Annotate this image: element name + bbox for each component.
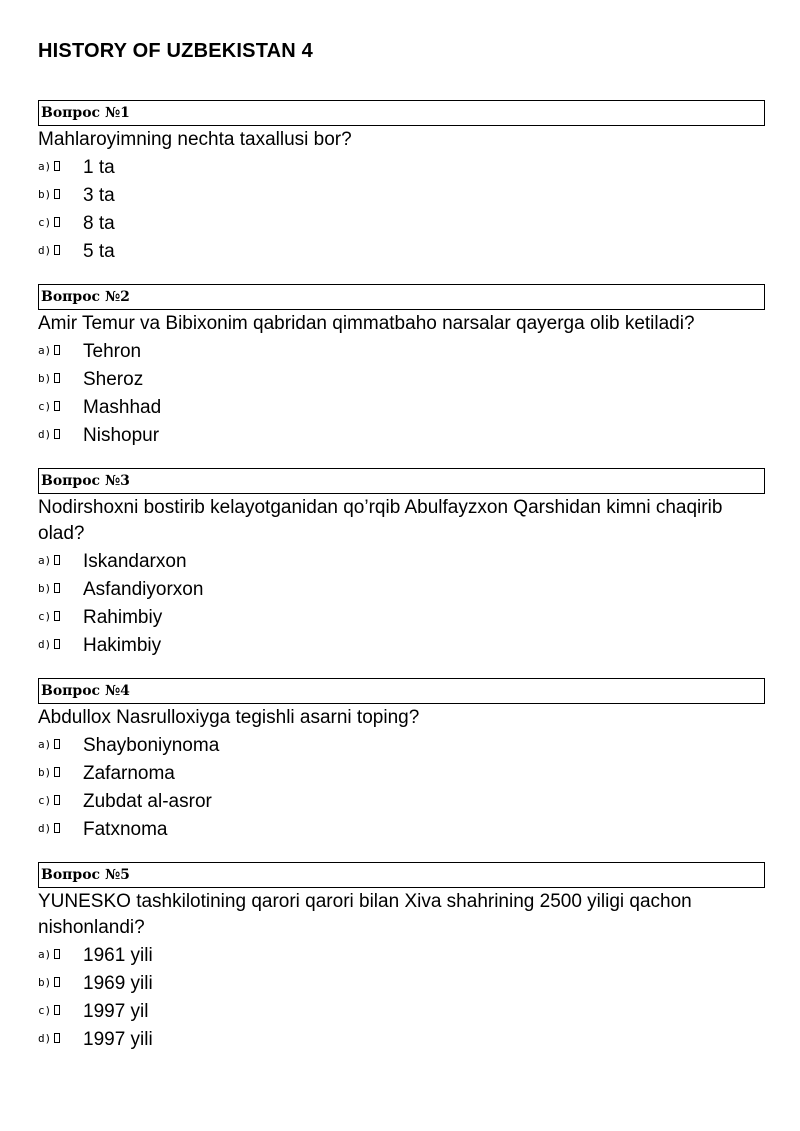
question-header: Вопрос №4 [38,678,765,704]
checkbox-icon[interactable] [54,1033,60,1043]
option-marker: b) [38,582,60,596]
checkbox-icon[interactable] [54,217,60,227]
option-c[interactable] [38,210,765,238]
option-d[interactable] [38,238,765,266]
option-c[interactable] [38,394,765,422]
checkbox-icon[interactable] [54,611,60,621]
option-marker: d) [38,822,60,836]
options-list [38,942,765,1054]
option-marker: b) [38,372,60,386]
options-list [38,338,765,450]
question-block [38,100,765,266]
option-text: Zubdat al-asror [83,791,212,812]
options-list [38,154,765,266]
question-text: Nodirshoxni bostirib kelayotganidan qo’rqib Abulfayzxon Qarshidan kimni chaqirib olad? [38,497,723,544]
option-marker: a) [38,948,60,962]
option-text: 1969 yili [83,973,153,994]
checkbox-icon[interactable] [54,583,60,593]
option-marker: d) [38,428,60,442]
option-text: Nishopur [83,425,160,446]
checkbox-icon[interactable] [54,245,60,255]
option-marker: c) [38,794,60,808]
checkbox-icon[interactable] [54,189,60,199]
checkbox-icon[interactable] [54,401,60,411]
checkbox-icon[interactable] [54,555,60,565]
option-marker: c) [38,400,60,414]
option-text: Zafarnoma [83,763,175,784]
option-marker: c) [38,610,60,624]
option-text: 5 ta [83,241,115,262]
option-marker: d) [38,244,60,258]
option-text: Sheroz [83,369,144,390]
option-marker: c) [38,216,60,230]
checkbox-icon[interactable] [54,949,60,959]
option-marker: a) [38,160,60,174]
option-text: 1961 yili [83,945,153,966]
options-list [38,732,765,844]
option-b[interactable] [38,576,765,604]
option-text: 1997 yili [83,1029,153,1050]
checkbox-icon[interactable] [54,767,60,777]
question-text: Mahlaroyimning nechta taxallusi bor? [38,129,352,150]
document-title: HISTORY OF UZBEKISTAN 4 [38,40,314,62]
option-d[interactable] [38,632,765,660]
option-d[interactable] [38,1026,765,1054]
checkbox-icon[interactable] [54,429,60,439]
option-marker: a) [38,554,60,568]
option-text: Hakimbiy [83,635,162,656]
option-marker: b) [38,188,60,202]
option-c[interactable] [38,788,765,816]
question-block [38,468,765,660]
option-a[interactable] [38,732,765,760]
checkbox-icon[interactable] [54,345,60,355]
option-text: Tehron [83,341,142,362]
option-text: Iskandarxon [83,551,187,572]
question-header: Вопрос №2 [38,284,765,310]
option-text: 1 ta [83,157,115,178]
question-header: Вопрос №5 [38,862,765,888]
option-b[interactable] [38,760,765,788]
option-a[interactable] [38,548,765,576]
option-c[interactable] [38,604,765,632]
question-block [38,678,765,844]
option-a[interactable] [38,942,765,970]
checkbox-icon[interactable] [54,373,60,383]
option-d[interactable] [38,422,765,450]
question-text: Amir Temur va Bibixonim qabridan qimmatbaho narsalar qayerga olib ketiladi? [38,313,695,334]
checkbox-icon[interactable] [54,1005,60,1015]
checkbox-icon[interactable] [54,739,60,749]
option-b[interactable] [38,366,765,394]
question-text: YUNESKO tashkilotining qarori qarori bilan Xiva shahrining 2500 yiligi qachon nishonlandi? [38,891,692,938]
option-text: Mashhad [83,397,162,418]
option-marker: a) [38,344,60,358]
option-marker: d) [38,1032,60,1046]
option-marker: c) [38,1004,60,1018]
option-text: 8 ta [83,213,115,234]
option-marker: b) [38,766,60,780]
option-text: Shayboniynoma [83,735,220,756]
option-text: Asfandiyorxon [83,579,204,600]
checkbox-icon[interactable] [54,795,60,805]
option-a[interactable] [38,154,765,182]
option-text: Fatxnoma [83,819,168,840]
question-text: Abdullox Nasrulloxiyga tegishli asarni toping? [38,707,420,728]
options-list [38,548,765,660]
question-block [38,862,765,1054]
option-marker: d) [38,638,60,652]
option-b[interactable] [38,970,765,998]
checkbox-icon[interactable] [54,823,60,833]
option-text: 1997 yil [83,1001,149,1022]
checkbox-icon[interactable] [54,639,60,649]
question-header: Вопрос №1 [38,100,765,126]
option-c[interactable] [38,998,765,1026]
option-text: 3 ta [83,185,115,206]
option-marker: a) [38,738,60,752]
question-header: Вопрос №3 [38,468,765,494]
option-marker: b) [38,976,60,990]
option-b[interactable] [38,182,765,210]
option-d[interactable] [38,816,765,844]
question-block [38,284,765,450]
option-text: Rahimbiy [83,607,163,628]
option-a[interactable] [38,338,765,366]
checkbox-icon[interactable] [54,161,60,171]
checkbox-icon[interactable] [54,977,60,987]
